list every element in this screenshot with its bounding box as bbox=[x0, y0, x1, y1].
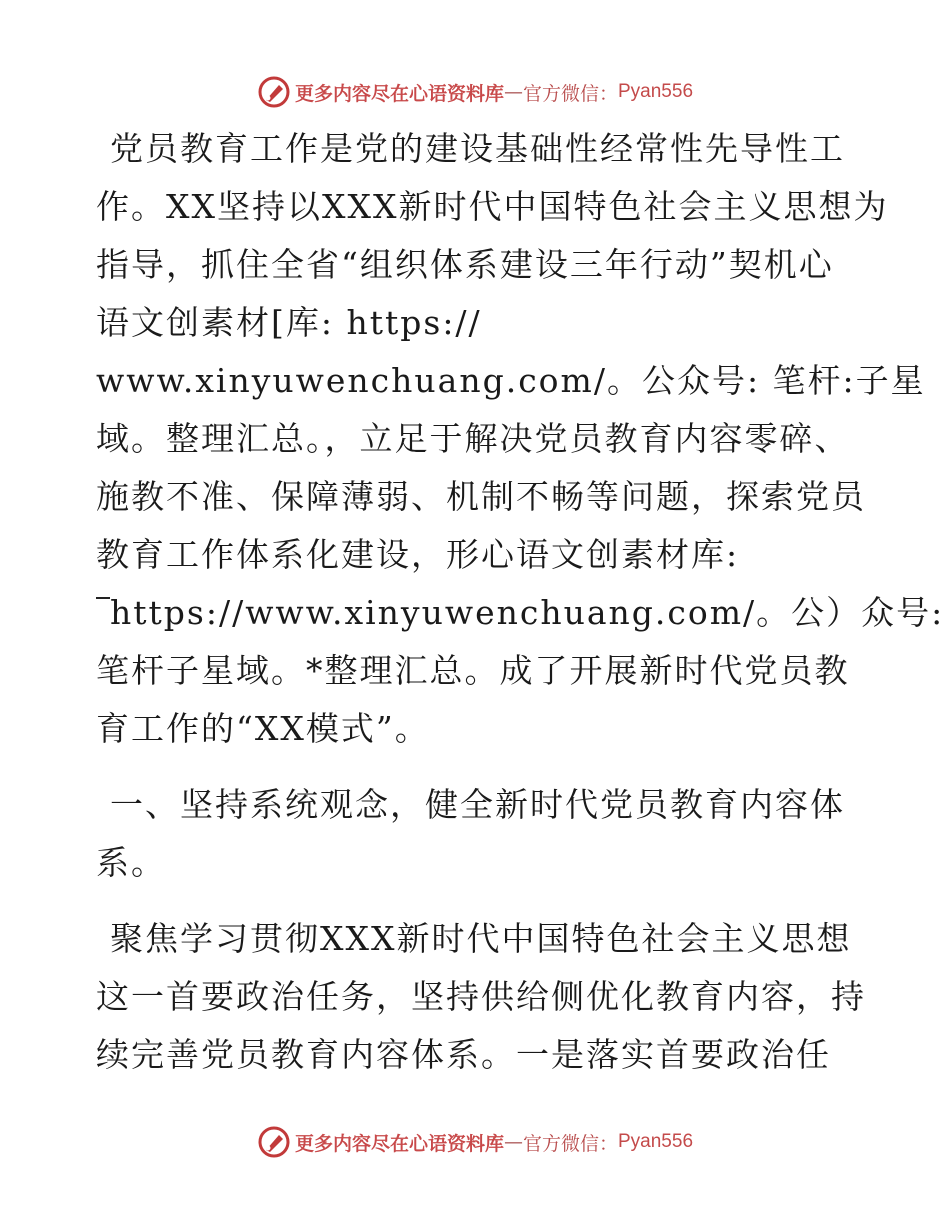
text-line: 聚焦学习贯彻XXX新时代中国特色社会主义思想 bbox=[110, 919, 852, 958]
watermark-main-text: 更多内容尽在心语资料库 bbox=[294, 1132, 504, 1155]
body-paragraph-2 bbox=[96, 910, 866, 1084]
text-line: 续完善党员教育内容体系。一是落实首要政治任 bbox=[96, 1035, 831, 1074]
watermark-dash: — bbox=[503, 81, 523, 103]
watermark-main-text: 更多内容尽在心语资料库 bbox=[294, 82, 504, 105]
text-line: www.xinyuwenchuang.com/。公众号: 笔杆:子星 bbox=[96, 361, 926, 400]
text-line: 党员教育工作是党的建设基础性经常性先导性工 bbox=[110, 129, 845, 168]
heading-line: 一、坚持系统观念，健全新时代党员教育内容体 bbox=[110, 785, 845, 824]
text-line: 施教不准、保障薄弱、机制不畅等问题，探索党员 bbox=[96, 477, 866, 516]
text-line: 指导，抓住全省“组织体系建设三年行动”契机心 bbox=[96, 245, 834, 284]
stray-dash-mark bbox=[96, 597, 110, 599]
pen-logo-icon bbox=[257, 1125, 291, 1159]
header-watermark bbox=[0, 72, 950, 112]
watermark-dash: — bbox=[503, 1131, 523, 1153]
text-line: 笔杆子星域。*整理汇总。成了开展新时代党员教 bbox=[96, 651, 850, 690]
body-paragraph-1 bbox=[96, 120, 945, 758]
text-line: 语文创素材[库: https:// bbox=[96, 303, 482, 342]
heading-line: 系。 bbox=[96, 843, 166, 882]
text-line: 这一首要政治任务，坚持供给侧优化教育内容，持 bbox=[96, 977, 866, 1016]
text-line: 育工作的“XX模式”。 bbox=[96, 709, 430, 748]
footer-watermark bbox=[0, 1122, 950, 1162]
watermark-official-label: 官方微信： bbox=[522, 1132, 618, 1155]
section-heading-1 bbox=[96, 776, 856, 892]
watermark-official-label: 官方微信： bbox=[522, 82, 618, 105]
text-line: 作。XX坚持以XXX新时代中国特色社会主义思想为 bbox=[96, 187, 889, 226]
pen-logo-icon bbox=[257, 75, 291, 109]
text-line: https://www.xinyuwenchuang.com/。公）众号: bbox=[110, 593, 945, 632]
watermark-wechat-id: Pyan556 bbox=[618, 81, 694, 102]
text-line: 域。整理汇总。，立足于解决党员教育内容零碎、 bbox=[96, 419, 850, 458]
watermark-wechat-id: Pyan556 bbox=[618, 1131, 694, 1152]
text-line: 教育工作体系化建设，形心语文创素材库: bbox=[96, 535, 740, 574]
